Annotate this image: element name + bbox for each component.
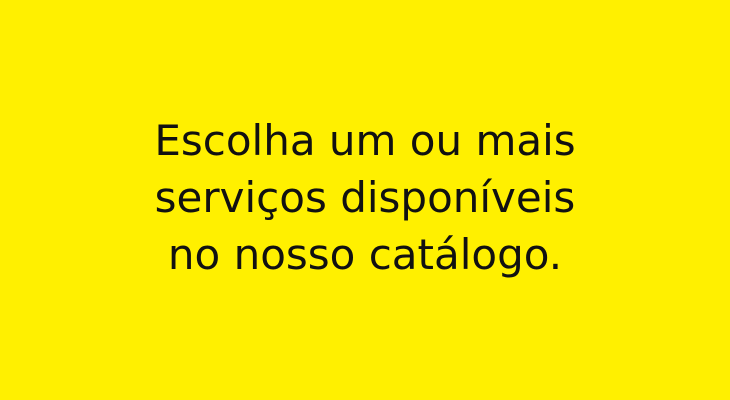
message-line-1: Escolha um ou mais xyxy=(154,116,576,165)
message-text xyxy=(0,112,730,283)
message-line-2: serviços disponíveis xyxy=(154,173,576,222)
message-line-3: no nosso catálogo. xyxy=(167,230,563,279)
